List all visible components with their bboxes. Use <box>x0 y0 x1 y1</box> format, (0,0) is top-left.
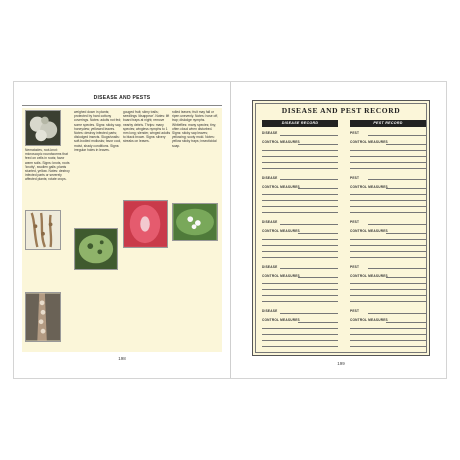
control-measures-line[interactable] <box>262 283 338 284</box>
record-form-page <box>252 100 430 356</box>
disease-field-line[interactable] <box>280 268 338 269</box>
disease-field-line[interactable] <box>280 224 338 225</box>
mites-entry <box>172 243 220 347</box>
control-measures-line[interactable] <box>350 251 426 252</box>
disease-field-label: DISEASE <box>262 220 278 224</box>
left-page <box>22 94 222 361</box>
left-page-number: 198 <box>118 356 126 361</box>
control-measures-label: CONTROL MEASURES <box>262 140 300 144</box>
pest-field-line[interactable] <box>368 224 426 225</box>
control-measures-line[interactable] <box>262 295 338 296</box>
book-spread <box>14 82 446 378</box>
control-measures-line[interactable] <box>262 245 338 246</box>
control-measures-line[interactable] <box>350 245 426 246</box>
pest-field-group <box>350 176 426 220</box>
nematodes-entry: Nematodes, root-knot: microscopic roundworms that feed on cells in roots; favor warm soils. Signs: knots, roots 'knotty', swollen galls; plants stunted, yellow. Notes: destroy infected parts or severely affected plants; rotate crops. <box>25 148 70 182</box>
page-gutter <box>230 82 231 378</box>
control-measures-line[interactable] <box>350 168 426 169</box>
control-measures-line[interactable] <box>262 346 338 347</box>
control-measures-line[interactable] <box>350 257 426 258</box>
pest-field-label: PEST <box>350 309 360 313</box>
pest-field-line[interactable] <box>368 313 426 314</box>
control-measures-line[interactable] <box>262 168 338 169</box>
slugs-entry: gouged fruit; slimy trails; seedlings 'disappear'. Notes: lift board traps at night; remove nearby debris. Thrips: many species; wingless nymphs to 1 mm long; slender, winged adults to black brown. Signs: silvery streaks on leaves. <box>123 110 171 144</box>
disease-record-header: DISEASE RECORD <box>262 120 338 127</box>
disease-field-group <box>262 176 338 220</box>
control-measures-line[interactable] <box>386 322 426 323</box>
control-measures-line[interactable] <box>386 144 426 145</box>
pest-field-label: PEST <box>350 220 360 224</box>
control-measures-line[interactable] <box>262 289 338 290</box>
disease-field-label: DISEASE <box>262 264 278 269</box>
control-measures-line[interactable] <box>262 251 338 252</box>
control-measures-line[interactable] <box>350 200 426 201</box>
control-measures-line[interactable] <box>298 144 338 145</box>
disease-field-line[interactable] <box>280 179 338 180</box>
control-measures-line[interactable] <box>386 188 426 189</box>
control-measures-line[interactable] <box>350 212 426 213</box>
control-measures-line[interactable] <box>298 277 338 278</box>
reference-panel <box>22 108 222 352</box>
control-measures-line[interactable] <box>350 334 426 335</box>
mealybugs-entry: weighed down in plants; protected by hard cottony coverings. Notes: adults not fed; some species. Signs: sticky sap, honeydew; yellowed leaves. Notes: destroy infected parts; dislodged insects. Slugs/snails: soft-bodied mollusks; favor cool, moist, shady conditions. Signs: irregular holes in leaves. <box>74 110 122 152</box>
scale-entry <box>25 253 73 291</box>
control-measures-line[interactable] <box>262 162 338 163</box>
pest-field-group <box>350 220 426 264</box>
disease-field-label: DISEASE <box>262 309 278 313</box>
control-measures-line[interactable] <box>350 346 426 347</box>
control-measures-line[interactable] <box>350 162 426 163</box>
control-measures-line[interactable] <box>386 277 426 278</box>
pest-record-header: PEST RECORD <box>350 120 426 127</box>
thrips-entry <box>123 250 171 346</box>
control-measures-line[interactable] <box>262 150 338 151</box>
control-measures-label: CONTROL MEASURES <box>350 140 388 144</box>
control-measures-line[interactable] <box>262 206 338 207</box>
control-measures-label: CONTROL MEASURES <box>350 318 388 322</box>
control-measures-label: CONTROL MEASURES <box>262 273 300 278</box>
control-measures-line[interactable] <box>350 301 426 302</box>
pest-field-group <box>350 309 426 353</box>
control-measures-line[interactable] <box>262 200 338 201</box>
control-measures-line[interactable] <box>262 194 338 195</box>
whiteflies-entry: rolled leaves; fruit may fall or ripen unevenly. Notes: hose off, trap; dislodge nymphs. Whiteflies: many species; tiny; often cloud when disturbed. Signs: sticky sap leaves; yellowing; sooty mold. Notes: yellow sticky traps; insecticidal soap. <box>172 110 219 148</box>
control-measures-line[interactable] <box>350 206 426 207</box>
whiteflies-photo <box>172 203 218 241</box>
control-measures-label: CONTROL MEASURES <box>350 184 388 189</box>
control-measures-line[interactable] <box>350 328 426 329</box>
control-measures-line[interactable] <box>386 233 426 234</box>
scale-insects-photo <box>25 292 61 342</box>
control-measures-line[interactable] <box>350 156 426 157</box>
running-head: DISEASE AND PESTS <box>22 94 222 106</box>
disease-field-label: DISEASE <box>262 131 278 135</box>
thrips-damage-photo <box>123 200 168 248</box>
control-measures-line[interactable] <box>350 150 426 151</box>
disease-field-group <box>262 131 338 175</box>
control-measures-line[interactable] <box>262 212 338 213</box>
control-measures-line[interactable] <box>298 322 338 323</box>
disease-field-line[interactable] <box>280 313 338 314</box>
slug-damage-photo <box>74 228 118 270</box>
disease-field-group <box>262 220 338 264</box>
control-measures-line[interactable] <box>262 257 338 258</box>
control-measures-line[interactable] <box>350 295 426 296</box>
control-measures-label: CONTROL MEASURES <box>262 184 300 189</box>
control-measures-line[interactable] <box>262 328 338 329</box>
control-measures-line[interactable] <box>262 239 338 240</box>
pest-field-label: PEST <box>350 264 360 269</box>
pest-field-label: PEST <box>350 175 360 180</box>
pest-field-line[interactable] <box>368 135 426 136</box>
control-measures-line[interactable] <box>350 340 426 341</box>
nematode-damage-photo <box>25 110 61 146</box>
control-measures-label: CONTROL MEASURES <box>350 229 388 233</box>
form-title: DISEASE AND PEST RECORD <box>281 106 401 115</box>
root-galls-photo <box>25 210 61 250</box>
control-measures-line[interactable] <box>298 233 338 234</box>
control-measures-label: CONTROL MEASURES <box>262 229 300 233</box>
control-measures-line[interactable] <box>262 340 338 341</box>
right-page-number: 199 <box>337 361 345 366</box>
disease-field-label: DISEASE <box>262 175 278 180</box>
disease-field-group <box>262 265 338 309</box>
control-measures-line[interactable] <box>350 289 426 290</box>
pest-field-group <box>350 131 426 175</box>
control-measures-line[interactable] <box>350 194 426 195</box>
disease-field-group <box>262 309 338 353</box>
control-measures-line[interactable] <box>262 156 338 157</box>
snails-entry <box>74 272 122 348</box>
control-measures-label: CONTROL MEASURES <box>350 273 388 278</box>
control-measures-line[interactable] <box>262 301 338 302</box>
control-measures-line[interactable] <box>350 239 426 240</box>
pest-field-line[interactable] <box>368 179 426 180</box>
control-measures-line[interactable] <box>262 334 338 335</box>
control-measures-line[interactable] <box>298 188 338 189</box>
disease-field-line[interactable] <box>280 135 338 136</box>
control-measures-label: CONTROL MEASURES <box>262 318 300 322</box>
pest-field-line[interactable] <box>368 268 426 269</box>
pest-field-group <box>350 265 426 309</box>
pest-field-label: PEST <box>350 131 360 135</box>
control-measures-line[interactable] <box>350 283 426 284</box>
